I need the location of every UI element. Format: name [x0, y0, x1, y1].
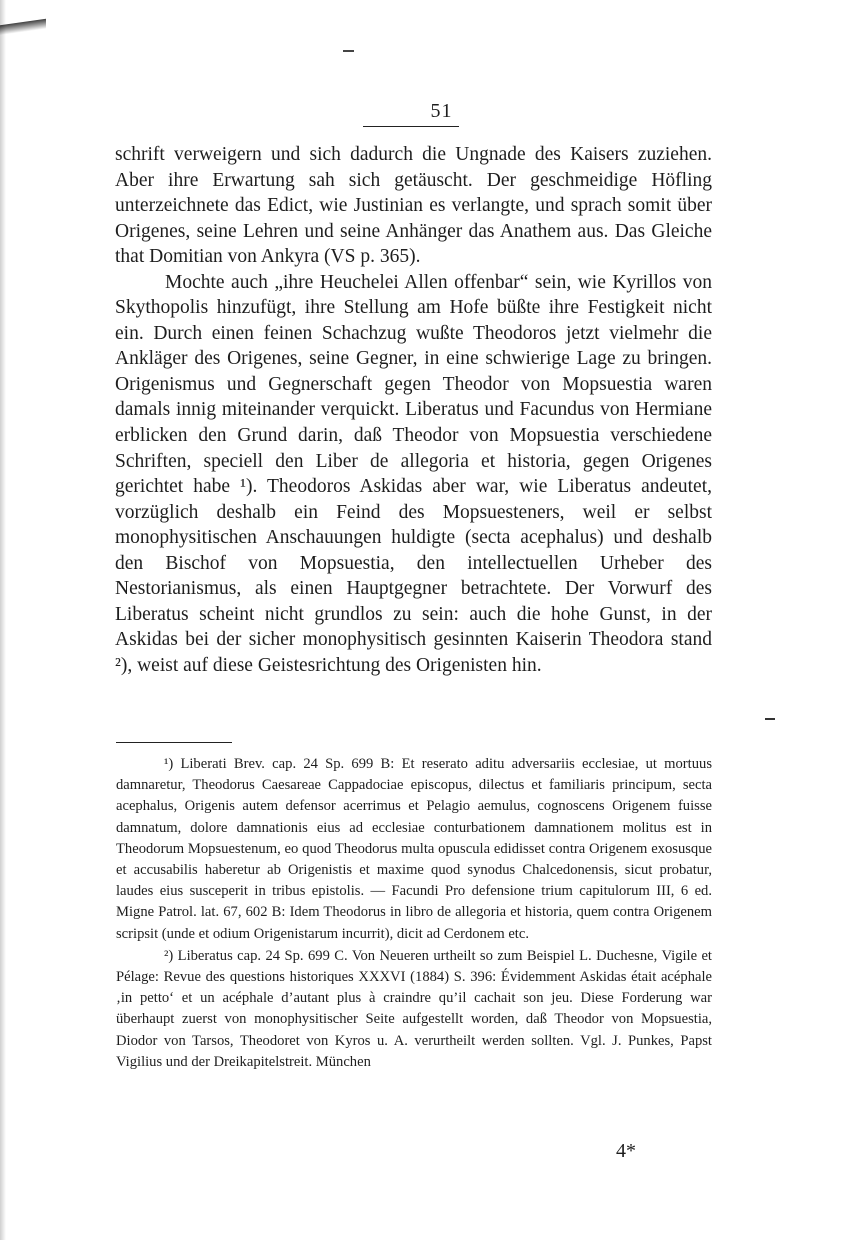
- main-paragraph-2: Mochte auch „ihre Heuchelei Allen offenbar“ sein, wie Kyrillos von Skythopolis hinzufügt, ihre Stellung am Hofe büßte ihre Festigkeit nicht ein. Durch einen feinen Schachzug wußte Theodoros jetzt vielmehr die Ankläger des Origenes, seine Gegner, in eine schwierige Lage zu bringen. Origenismus und Gegnerschaft gegen Theodor von Mopsuestia waren damals innig miteinander verquickt. Liberatus und Facundus von Hermiane erblicken den Grund darin, daß Theodor von Mopsuestia verschiedene Schriften, speciell den Liber de allegoria et historia, gegen Origenes gerichtet habe ¹). Theodoros Askidas aber war, wie Liberatus andeutet, vorzüglich deshalb ein Feind des Mopsuesteners, weil er selbst monophysitischen Anschauungen huldigte (secta acephalus) und deshalb den Bischof von Mopsuestia, den intellectuellen Urheber des Nestorianismus, als einen Hauptgegner betrachtete. Der Vorwurf des Liberatus scheint nicht grundlos zu sein: auch die hohe Gunst, in der Askidas bei der sicher monophysitisch gesinnten Kaiserin Theodora stand ²), weist auf diese Geistesrichtung des Origenisten hin.: [115, 271, 712, 676]
- scan-edge-shadow: [0, 0, 6, 1240]
- footnote-separator: [116, 742, 232, 743]
- margin-dash-mark: [765, 718, 775, 720]
- footnote-1: ¹) Liberati Brev. cap. 24 Sp. 699 B: Et reserato aditu adversariis ecclesiae, ut mortuus damnaretur, Theodorus Caesareae Cappadociae episcopus, dilectus et familiaris principum, secta acephalus, Origenis autem defensor acerrimus et Pelagio aemulus, cognoscens Origenem fuisse damnatum, dolore damnationis eius ad ecclesiae conturbationem damnationem molitus est in Theodorum Mopsuestenum, eo quod Theodorus multa opuscula edidisset contra Origenem exosusque et accusabilis haberetur ab Origenistis et maxime quod synodus Chalcedonensis, sicut probatur, laudes eius susceperit in tribus epistolis. — Facundi Pro defensione trium capitulorum III, 6 ed. Migne Patrol. lat. 67, 602 B: Idem Theodorus in libro de allegoria et historia, quem contra Origenem scripsit (unde et odium Origenistarum incurrit), dicit ad Cerdonem etc.: [116, 756, 712, 942]
- main-paragraph-1: schrift verweigern und sich dadurch die Ungnade des Kaisers zuziehen. Aber ihre Erwartung sah sich getäuscht. Der geschmeidige Höfling unterzeichnete das Edict, wie Justinian es verlangte, und sprach somit über Origenes, seine Lehren und seine Anhänger das Anathem aus. Das Gleiche that Domitian von Ankyra (VS p. 365).: [115, 144, 712, 268]
- signature-mark: 4*: [616, 1140, 636, 1162]
- scan-corner-mark: [0, 19, 46, 35]
- footnote-2: ²) Liberatus cap. 24 Sp. 699 C. Von Neueren urtheilt so zum Beispiel L. Duchesne, Vigile et Pélage: Revue des questions historiques XXXVI (1884) S. 396: Évidemment Askidas était acéphale ‚in petto‘ et un acéphale d’autant plus à craindre qu’il cachait son jeu. Diese Forderung war überhaupt zuerst von monophysitischer Seite aufgestellt worden, daß Theodor von Mopsuestia, Diodor von Tarsos, Theodoret von Kyros u. A. verurtheilt werden sollten. Vgl. J. Punkes, Papst Vigilius und der Dreikapitelstreit. München: [116, 947, 712, 1070]
- page-number-rule: [363, 126, 459, 127]
- main-text: [115, 142, 712, 678]
- footnotes: [116, 754, 712, 1073]
- page-number: 51: [430, 100, 453, 122]
- top-dash-mark: [343, 50, 354, 52]
